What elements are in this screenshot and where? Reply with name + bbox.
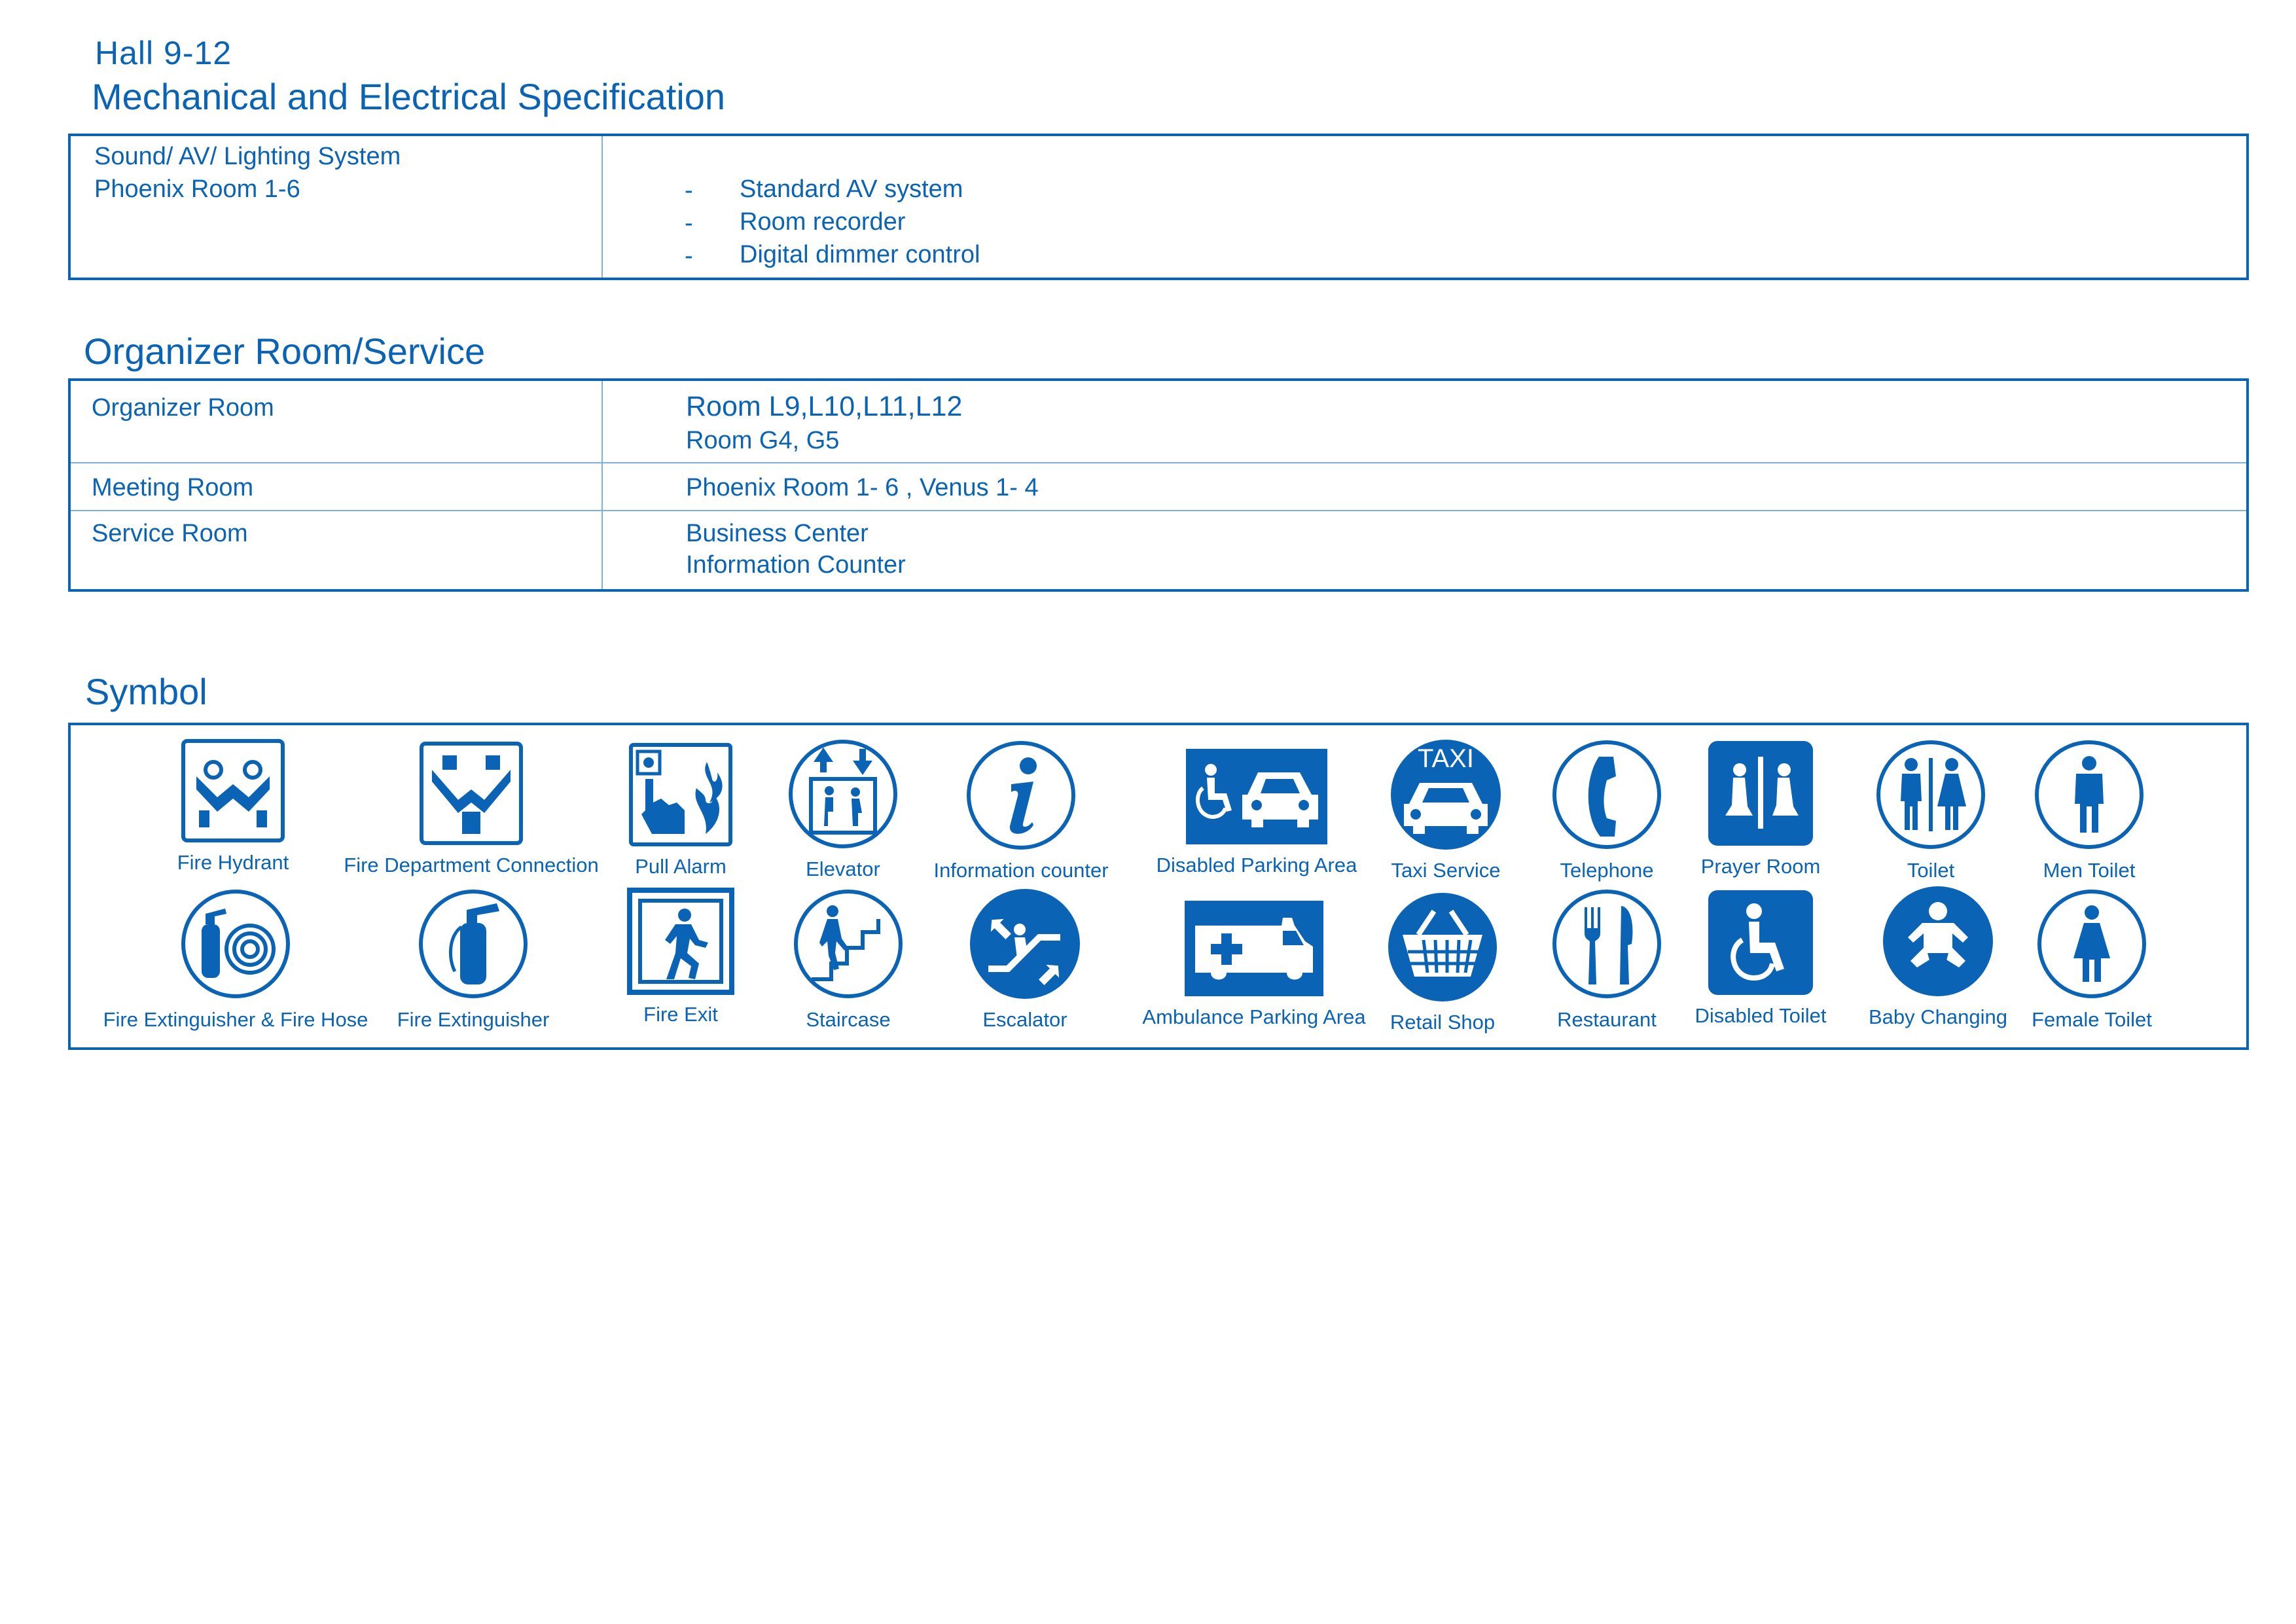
av-spec-table [68,134,2249,280]
symbol-label: Telephone [1560,859,1654,882]
pull-alarm-icon [628,742,733,847]
organizer-table [68,378,2249,592]
symbol-label: Female Toilet [2032,1008,2152,1031]
symbol-telephone [1532,738,1682,880]
symbol-retail-shop [1371,892,1515,1032]
symbol-label: Retail Shop [1390,1011,1496,1034]
symbol-label: Fire Department Connection [344,854,599,876]
organizer-row-value: Phoenix Room 1- 6 , Venus 1- 4 [686,474,1039,501]
organizer-row-value: Business Center [686,520,869,547]
symbol-prayer-room [1682,740,1839,876]
information-icon [965,740,1077,851]
symbol-label: Fire Extinguisher [397,1008,550,1031]
av-bullet-item: Room recorder [740,208,906,236]
fire-extinguisher-icon [417,888,529,1000]
symbol-fire-exit [602,888,759,1024]
symbol-label: Fire Hydrant [177,851,289,874]
symbol-elevator [758,738,928,879]
prayer-room-icon [1707,740,1814,847]
organizer-row-label: Meeting Room [92,474,254,501]
symbol-fire-extinguisher-hose [98,888,373,1030]
fire-exit-icon [627,888,734,995]
ambulance-parking-icon [1183,899,1325,998]
symbol-label: Pull Alarm [635,855,726,878]
av-room-label: Phoenix Room 1-6 [94,175,300,203]
telephone-icon [1551,738,1663,851]
organizer-row-value: Room L9,L10,L11,L12 [686,391,963,422]
symbol-escalator [940,888,1110,1030]
av-bullet-item: Digital dimmer control [740,241,980,268]
av-bullet-item: Standard AV system [740,175,963,203]
symbol-ambulance-parking-area [1136,899,1372,1027]
symbol-toilet [1852,738,2009,880]
female-toilet-icon [2036,888,2148,1000]
organizer-row-value: Information Counter [686,551,906,579]
taxi-icon-text: TAXI [1418,744,1474,773]
retail-shop-icon [1387,892,1498,1003]
restaurant-icon [1551,888,1663,1000]
symbol-disabled-parking-area [1145,748,1368,875]
symbol-disabled-toilet [1676,889,1846,1026]
elevator-icon [787,738,899,850]
fire-hydrant-icon [181,738,285,843]
symbol-label: Men Toilet [2043,859,2136,882]
symbol-label: Toilet [1907,859,1955,882]
disabled-parking-icon [1185,748,1329,846]
organizer-row-value: Room G4, G5 [686,427,840,454]
escalator-icon [969,888,1081,1000]
symbol-label: Prayer Room [1700,855,1821,878]
organizer-row-label: Organizer Room [92,394,274,422]
symbol-fire-hydrant [135,738,331,873]
bullet-dash: - [685,209,693,237]
bullet-dash: - [685,177,693,204]
symbol-baby-changing [1850,885,2026,1027]
staircase-icon [792,888,905,1000]
organizer-section-title: Organizer Room/Service [84,331,486,372]
symbol-information-counter [923,740,1119,880]
men-toilet-icon [2033,738,2145,851]
symbol-label: Baby Changing [1869,1005,2007,1028]
bullet-dash: - [685,242,693,270]
toilet-icon [1874,738,1987,851]
baby-changing-icon [1882,885,1994,998]
symbol-label: Taxi Service [1391,859,1501,882]
disabled-toilet-icon [1707,889,1814,996]
symbol-label: Restaurant [1557,1008,1657,1031]
symbol-label: Fire Extinguisher & Fire Hose [103,1008,368,1031]
fire-department-connection-icon [419,741,524,846]
hall-title: Hall 9-12 [95,35,232,71]
symbol-fire-department-connection [327,741,615,875]
taxi-icon [1390,738,1502,851]
symbol-label: Disabled Toilet [1695,1004,1827,1027]
symbol-label: Escalator [982,1008,1067,1031]
symbol-label: Ambulance Parking Area [1142,1005,1366,1028]
symbol-label: Disabled Parking Area [1156,854,1357,876]
symbol-female-toilet [2013,888,2170,1030]
fire-extinguisher-hose-icon [179,888,292,1000]
symbol-taxi-service [1371,738,1521,880]
symbol-fire-extinguisher [385,888,562,1030]
organizer-row-label: Service Room [92,520,248,547]
symbol-label: Fire Exit [643,1003,718,1026]
symbol-restaurant [1532,888,1682,1030]
page-title: Mechanical and Electrical Specification [92,76,726,117]
symbol-section-title: Symbol [85,671,207,712]
av-system-label: Sound/ AV/ Lighting System [94,143,401,170]
symbol-men-toilet [2011,738,2168,880]
symbol-staircase [763,888,933,1030]
symbol-label: Staircase [806,1008,891,1031]
symbol-pull-alarm [602,742,759,876]
symbol-label: Information counter [933,859,1109,882]
symbol-label: Elevator [806,857,880,880]
